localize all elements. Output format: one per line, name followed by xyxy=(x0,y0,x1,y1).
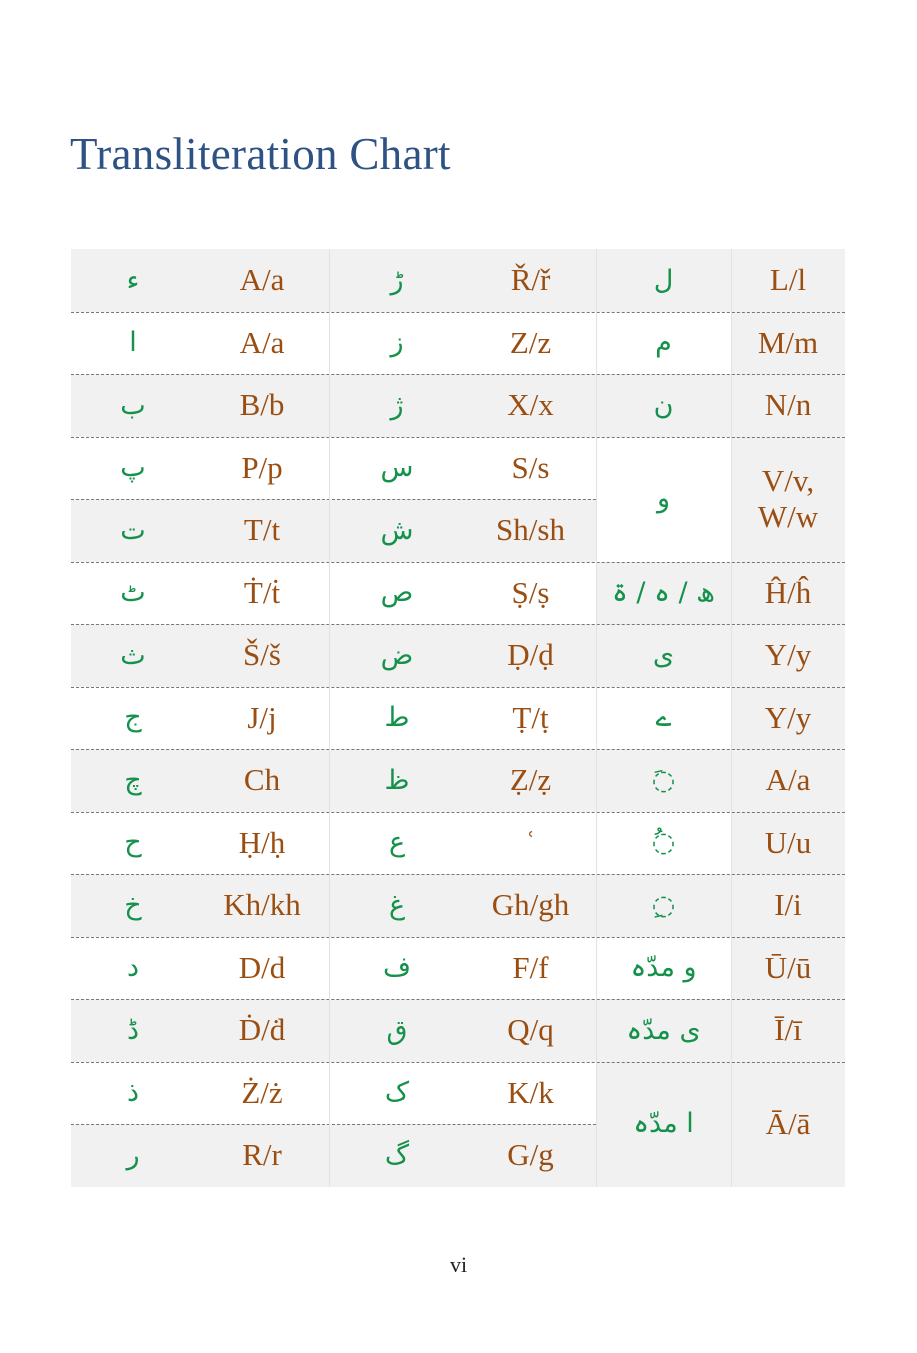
urdu-letter: و xyxy=(656,483,671,515)
romanization: D/d xyxy=(238,949,286,985)
row-divider xyxy=(71,562,845,563)
urdu-letter: چ xyxy=(71,749,195,812)
urdu-letter: ◌ِ xyxy=(596,874,731,937)
urdu-letter: ب xyxy=(71,374,195,437)
urdu-letter: گ xyxy=(329,1124,465,1187)
romanization: Ř/ř xyxy=(465,249,596,312)
romanization: Ḥ/ḥ xyxy=(238,824,286,860)
urdu-letter: د xyxy=(126,952,140,984)
romanization: P/p xyxy=(241,449,283,485)
urdu-letter: ف xyxy=(383,952,411,984)
romanization: ʿ xyxy=(525,824,536,860)
urdu-letter: ث xyxy=(71,624,195,687)
urdu-letter: غ xyxy=(329,874,465,937)
row-divider xyxy=(71,1062,845,1063)
romanization: J/j xyxy=(247,699,277,735)
urdu-letter: ل xyxy=(596,249,731,312)
urdu-letter: ڈ xyxy=(71,999,195,1062)
row-divider xyxy=(71,999,845,1000)
row-divider xyxy=(71,812,845,813)
urdu-letter: ط xyxy=(384,702,410,734)
romanization: Ṣ/ṣ xyxy=(511,574,550,610)
urdu-letter: ھ / ہ / ۃ xyxy=(596,562,731,625)
row-divider xyxy=(71,312,845,313)
transliteration-table xyxy=(71,249,845,1186)
urdu-letter: ی مدّہ xyxy=(596,999,731,1062)
urdu-letter: ع xyxy=(388,827,406,859)
romanization: X/x xyxy=(465,374,596,437)
urdu-letter: ج xyxy=(124,702,142,734)
romanization: S/s xyxy=(511,449,550,485)
romanization: Y/y xyxy=(731,687,845,750)
urdu-letter: ا مدّہ xyxy=(596,1062,731,1187)
romanization: Ṭ/ṭ xyxy=(512,699,549,735)
romanization: Kh/kh xyxy=(195,874,329,937)
row-divider xyxy=(71,937,845,938)
romanization: K/k xyxy=(507,1074,554,1110)
romanization: Ā/ā xyxy=(731,1062,845,1187)
row-divider xyxy=(71,437,845,438)
romanization: I/i xyxy=(731,874,845,937)
urdu-letter: ڑ xyxy=(329,249,465,312)
row-divider xyxy=(71,874,845,875)
urdu-letter: ذ xyxy=(126,1077,140,1109)
urdu-letter: ء xyxy=(71,249,195,312)
romanization: A/a xyxy=(731,749,845,812)
romanization: N/n xyxy=(731,374,845,437)
urdu-letter: ک xyxy=(384,1077,410,1109)
urdu-letter: ے xyxy=(655,702,672,734)
romanization: Gh/gh xyxy=(465,874,596,937)
urdu-letter: ظ xyxy=(329,749,465,812)
urdu-letter: ت xyxy=(71,499,195,562)
urdu-letter: ◌ُ xyxy=(651,827,676,859)
romanization: R/r xyxy=(195,1124,329,1187)
column-divider xyxy=(596,249,597,1187)
romanization: Ṫ/ṫ xyxy=(243,574,281,610)
urdu-letter: ق xyxy=(329,999,465,1062)
romanization: L/l xyxy=(731,249,845,312)
romanization: Ḍ/ḍ xyxy=(465,624,596,687)
urdu-letter: ز xyxy=(390,327,404,359)
romanization: M/m xyxy=(731,312,845,375)
urdu-letter: ژ xyxy=(329,374,465,437)
romanization: Sh/sh xyxy=(465,499,596,562)
romanization: A/a xyxy=(239,324,285,360)
romanization: Ĥ/ĥ xyxy=(731,562,845,625)
urdu-letter: خ xyxy=(71,874,195,937)
urdu-letter: ض xyxy=(329,624,465,687)
romanization: Ī/ī xyxy=(731,999,845,1062)
romanization: Z/z xyxy=(509,324,552,360)
romanization: A/a xyxy=(195,249,329,312)
page-number: vi xyxy=(449,1252,468,1277)
row-divider xyxy=(71,374,845,375)
row-divider xyxy=(71,749,845,750)
urdu-letter: ص xyxy=(380,577,414,609)
row-divider xyxy=(71,1124,596,1125)
romanization: Š/š xyxy=(195,624,329,687)
urdu-letter: ن xyxy=(596,374,731,437)
romanization: Ū/ū xyxy=(731,937,845,1000)
romanization: Ẓ/ẓ xyxy=(465,749,596,812)
urdu-letter: ◌َ xyxy=(596,749,731,812)
urdu-letter: ٹ xyxy=(120,577,146,609)
romanization: U/u xyxy=(731,812,845,875)
urdu-letter: ی xyxy=(596,624,731,687)
romanization: B/b xyxy=(195,374,329,437)
romanization: G/g xyxy=(465,1124,596,1187)
romanization: Y/y xyxy=(731,624,845,687)
column-divider xyxy=(731,249,732,1187)
urdu-letter: و مدّہ xyxy=(630,952,697,984)
row-divider xyxy=(71,499,596,500)
urdu-letter: پ xyxy=(120,452,146,484)
romanization: Ḋ/ḋ xyxy=(195,999,329,1062)
page-title: Transliteration Chart xyxy=(70,129,451,179)
urdu-letter: م xyxy=(655,327,672,359)
urdu-letter: س xyxy=(380,452,414,484)
romanization: Ż/ż xyxy=(241,1074,283,1110)
romanization: T/t xyxy=(195,499,329,562)
row-divider xyxy=(71,624,845,625)
row-divider xyxy=(71,687,845,688)
romanization: F/f xyxy=(512,949,549,985)
romanization: Ch xyxy=(195,749,329,812)
urdu-letter: ر xyxy=(71,1124,195,1187)
urdu-letter: ش xyxy=(329,499,465,562)
romanization: V/v, W/w xyxy=(731,437,845,562)
column-divider xyxy=(329,249,330,1187)
urdu-letter: ح xyxy=(124,827,142,859)
urdu-letter: ا xyxy=(129,327,137,359)
romanization: Q/q xyxy=(465,999,596,1062)
